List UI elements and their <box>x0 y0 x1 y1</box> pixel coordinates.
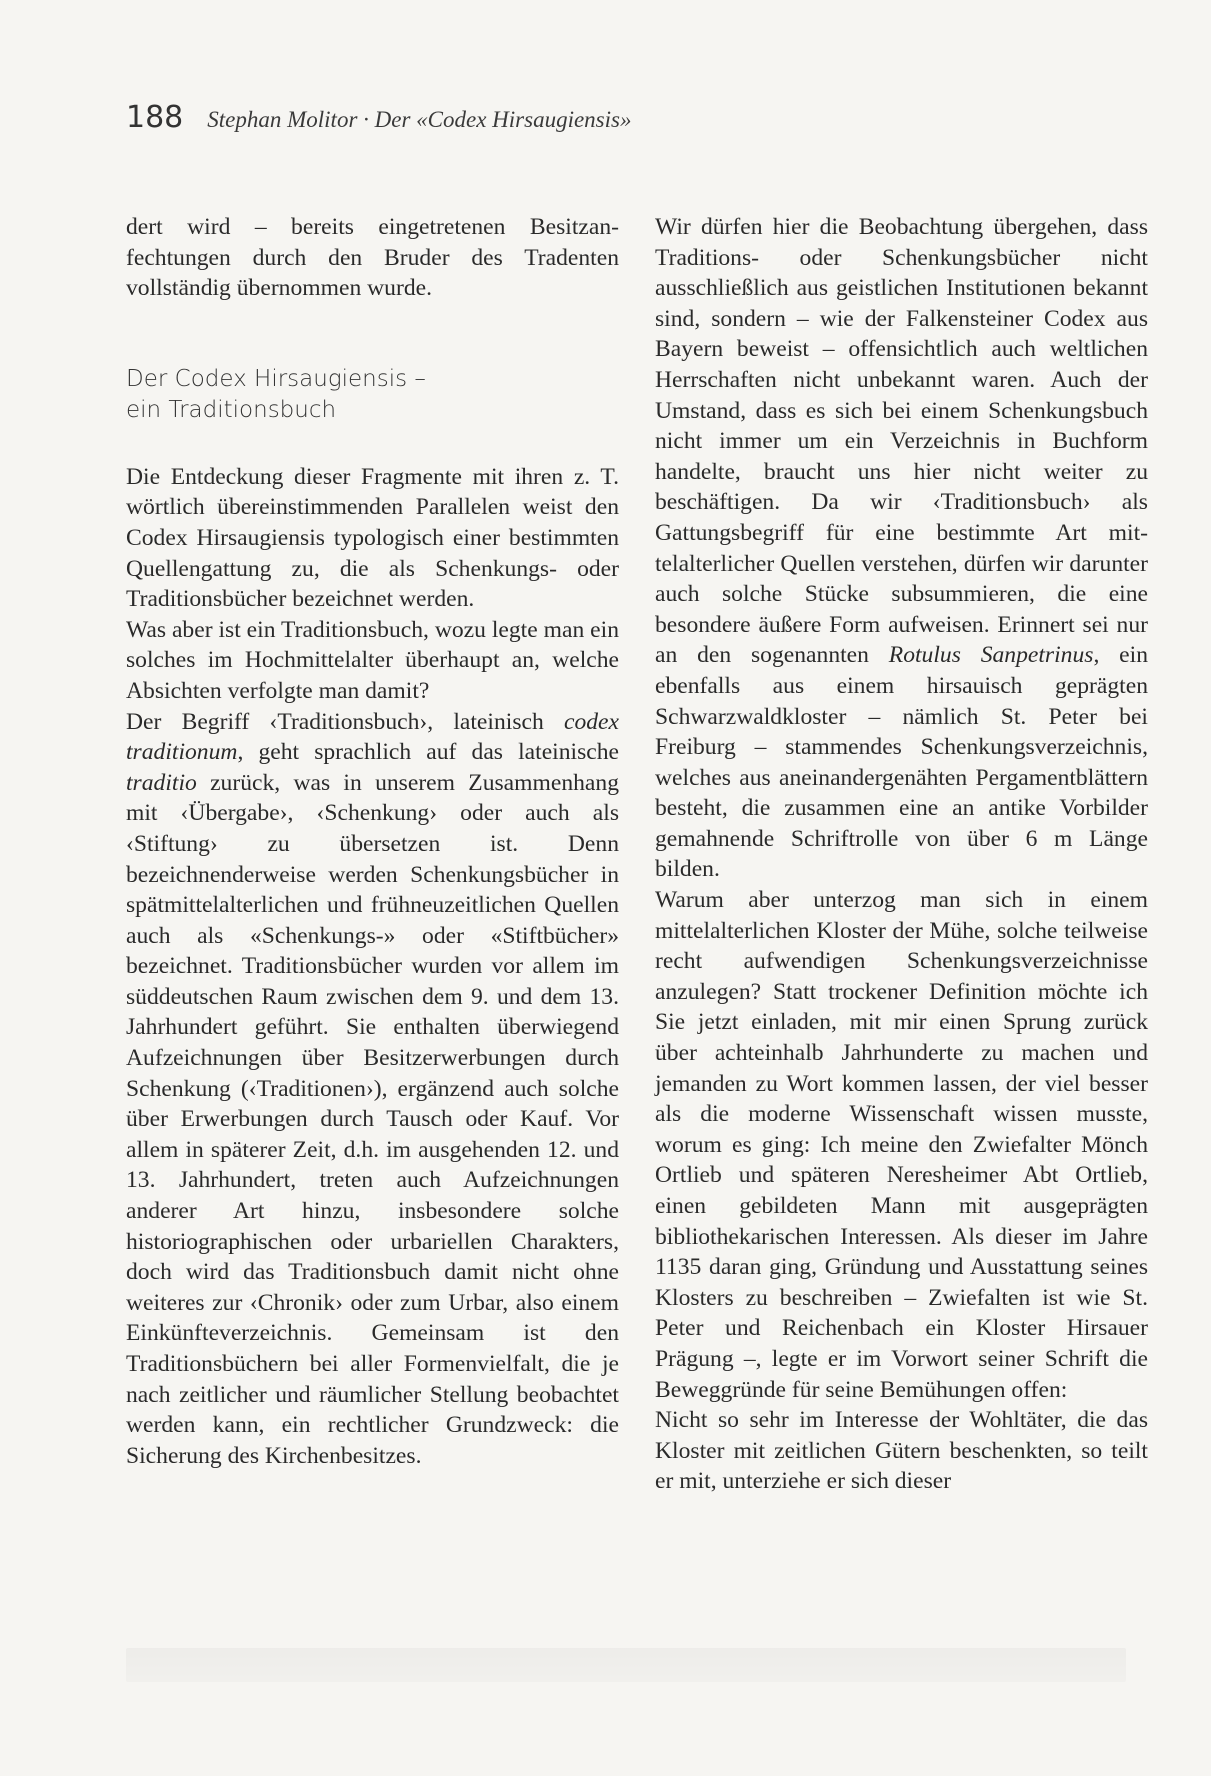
latin-term: traditio <box>126 769 197 796</box>
section-heading <box>126 364 619 426</box>
latin-term: Rotulus Sanpetrinus <box>888 642 1094 669</box>
paragraph: Warum aber unterzog man sich in einem mittelalterlichen Kloster der Mühe, solche teilweise recht aufwendigen Schenkungsverzeichnisse anzulegen? Statt trockener Definition möchte ich Sie jetzt einladen, mit mir einen Sprung zurück über achteinhalb Jahrhunderte zu machen und jemanden zu Wort kommen lassen, der viel besser als die moderne Wissenschaft wissen musste, worum es ging: Ich meine den Zwiefalter Mönch Ortlieb und späteren Neresheimer Abt Ortlieb, einen gebildeten Mann mit ausgeprägten bibliothekarischen Interessen. Als dieser im Jahre 1135 daran ging, Gründung und Ausstattung seines Klosters zu beschreiben – Zwiefalten ist wie St. Peter und Reichenbach ein Kloster Hirsauer Prägung –, legte er im Vorwort seiner Schrift die Beweggründe für seine Bemühungen offen: <box>655 887 1148 1403</box>
page-header <box>126 100 631 135</box>
paragraph <box>655 212 1148 885</box>
page-number: 188 <box>126 100 184 135</box>
text-run: zurück, was in unserem Zusammenhang mit ‹Übergabe›, ‹Schenkung› oder auch als ‹Stiftung› zu übersetzen ist. Denn bezeichnenderweise werden Schenkungsbücher in spätmittelalterlichen und frühneuzeitlichen Quellen auch als «Schenkungs-» oder «Stiftbücher» bezeichnet. Traditionsbücher wurden vor allem im süddeutschen Raum zwischen dem 9. und dem 13. Jahrhundert geführt. Sie enthalten überwiegend Aufzeichnungen über Besitzerwerbungen durch Schenkung (‹Traditionen›), ergänzend auch solche über Erwerbungen durch Tausch oder Kauf. Vor allem in späterer Zeit, d.h. im ausgehenden 12. und 13. Jahrhundert, treten auch Aufzeichnungen anderer Art hinzu, insbesondere solche historiographischen oder urbariellen Charakters, doch wird das Traditionsbuch damit nicht ohne weiteres zur ‹Chronik› oder zum Urbar, also einem Einkünfteverzeichnis. Gemeinsam ist den Traditionsbüchern bei aller Formenvielfalt, die je nach zeitlicher und räumlicher Stellung beobachtet werden kann, ein rechtlicher Grundzweck: die Sicherung des Kirchenbesitzes. <box>126 769 619 1469</box>
paragraph: Die Entdeckung dieser Fragmente mit ihren z. T. wörtlich übereinstimmenden Parallelen weist den Codex Hirsaugiensis typologisch einer bestimmten Quellengattung zu, die als Schenkungs- oder Traditionsbücher bezeichnet werden. <box>126 463 619 613</box>
section-heading-line-2: ein Traditionsbuch <box>126 396 337 423</box>
text-run: Der Begriff ‹Traditionsbuch›, lateinisch <box>126 708 564 735</box>
right-column <box>655 212 1148 1497</box>
paragraph <box>126 707 619 1472</box>
text-run: , ein ebenfalls aus einem hirsauisch geprägten Schwarzwaldkloster – nämlich St. Peter bei Freiburg – stammendes Schenkungsverzeichnis, welches aus aneinandergenähten Pergamentblättern besteht, die zusammen eine an antike Vorbilder gemahnende Schriftrolle von über 6 m Länge bilden. <box>655 642 1148 883</box>
intro-paragraph: dert wird – bereits eingetretenen Besitzanfechtungen durch den Bruder des Tradenten vollständig übernommen wurde. <box>126 214 619 302</box>
text-run: , geht sprachlich auf das lateinische <box>237 739 619 766</box>
latin-term: codex traditionum <box>126 708 619 766</box>
faint-show-through-text <box>126 1648 1126 1682</box>
running-title: Stephan Molitor · Der «Codex Hirsaugiensis» <box>207 107 632 132</box>
left-column <box>126 212 619 1471</box>
paragraph: Nicht so sehr im Interesse der Wohltäter, die das Kloster mit zeitlichen Gütern beschenkten, so teilt er mit, unterziehe er sich dieser <box>655 1407 1148 1495</box>
text-run: Wir dürfen hier die Beobachtung übergehen, dass Traditions- oder Schenkungsbücher nicht ausschließlich aus geistlichen Institutionen bekannt sind, sondern – wie der Falkensteiner Codex aus Bayern beweist – offensichtlich auch weltlichen Herrschaften nicht unbekannt waren. Auch der Umstand, dass es sich bei einem Schenkungsbuch nicht immer um ein Verzeichnis in Buchform handelte, braucht uns hier nicht weiter zu beschäftigen. Da wir ‹Traditionsbuch› als Gattungsbegriff für eine bestimmte Art mittelalterlicher Quellen verstehen, dürfen wir darunter auch solche Stücke subsummieren, die eine besondere äußere Form aufweisen. Erinnert sei nur an den sogenannten <box>655 214 1148 669</box>
paragraph: Was aber ist ein Traditionsbuch, wozu legte man ein solches im Hochmittelalter überhaupt an, welche Absichten verfolgte man damit? <box>126 616 619 704</box>
section-heading-line-1: Der Codex Hirsaugiensis – <box>126 365 426 392</box>
